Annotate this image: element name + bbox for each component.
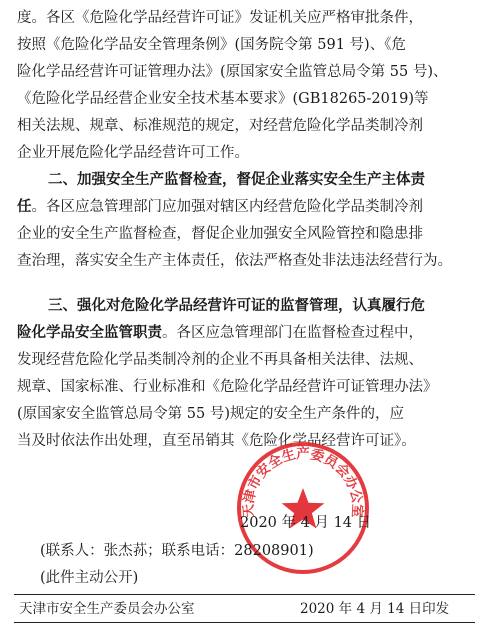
text-line: 当及时依法作出处理，直至吊销其《危险化学品经营许可证》。	[17, 433, 416, 449]
text-span: 。各区应急管理部门应加强对辖区内经营危险化学品类制冷剂	[31, 199, 423, 215]
publicity-note: (此件主动公开)	[40, 570, 139, 586]
text-line: (原国家安全监管总局令第 55 号)规定的安全生产条件的，应	[17, 406, 404, 422]
text-line: 险化学品经营许可证管理办法》(原国家安全监管总局令第 55 号)、	[17, 64, 448, 80]
section-heading: 二、加强安全生产监督检查，督促企业落实安全生产主体责	[48, 171, 425, 188]
text-line: 企业开展危险化学品经营许可工作。	[17, 145, 249, 161]
issuing-office: 天津市安全生产委员会办公室	[19, 601, 195, 617]
seal-text: 天津市安全生产委员会办公室	[240, 446, 366, 519]
footer-rule-bottom	[14, 622, 475, 623]
text-line: 相关法规、规章、标准规范的规定，对经营危险化学品类制冷剂	[17, 118, 423, 134]
text-line: 规章、国家标准、行业标准和《危险化学品经营许可证管理办法》	[17, 379, 438, 395]
document-date: 2020 年 4 月 14 日	[240, 515, 372, 531]
contact-info: (联系人：张杰荪；联系电话：28208901)	[40, 543, 314, 559]
text-line: 按照《危险化学品安全管理条例》(国务院令第 591 号)、《危	[17, 37, 406, 53]
text-line: 度。各区《危险化学品经营许可证》发证机关应严格审批条件，	[17, 10, 423, 26]
text-span: 。各区应急管理部门在监督检查过程中，	[162, 325, 423, 341]
text-line: 发现经营危险化学品类制冷剂的企业不再具备相关法律、法规、	[17, 352, 423, 368]
text-line: 查治理，落实安全生产主体责任，依法严格查处非法违法经营行为。	[17, 253, 452, 269]
text-line	[17, 324, 423, 342]
footer-rule-top	[14, 594, 475, 595]
issue-date: 2020 年 4 月 14 日印发	[300, 601, 450, 617]
section-heading: 三、强化对危险化学品经营许可证的监督管理，认真履行危	[48, 297, 425, 314]
text-line: 企业的安全生产监督检查，督促企业加强安全风险管控和隐患排	[17, 226, 423, 242]
text-line	[17, 198, 423, 216]
section-heading: 险化学品安全监管职责	[17, 324, 162, 341]
text-line: 《危险化学品经营企业安全技术基本要求》(GB18265-2019)等	[17, 91, 429, 107]
section-heading: 任	[17, 198, 32, 215]
